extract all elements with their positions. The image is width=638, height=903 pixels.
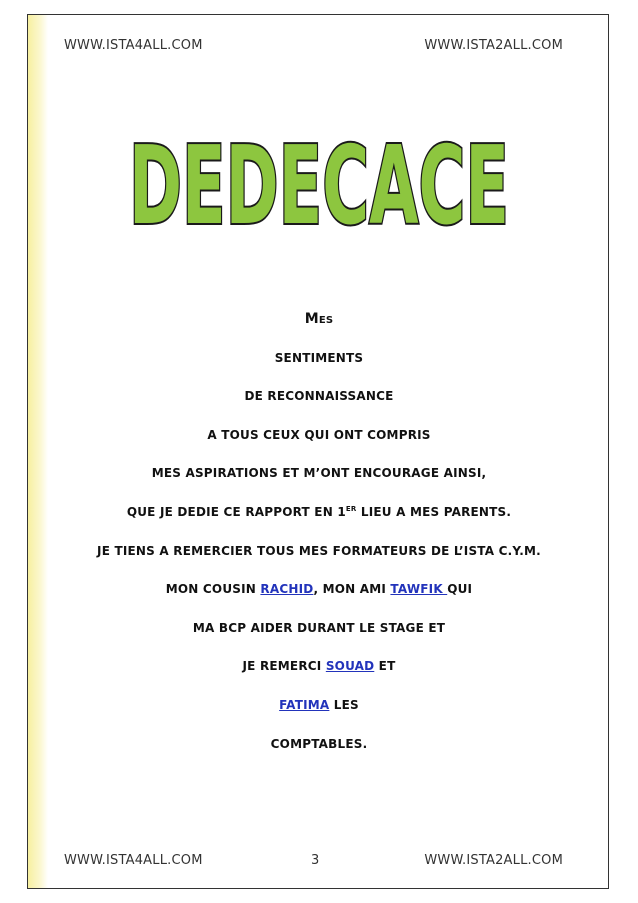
dedication-line-7: JE TIENS A REMERCIER TOUS MES FORMATEURS DE L’ISTA C.Y.M.: [97, 544, 541, 558]
link-souad[interactable]: SOUAD: [325, 659, 375, 673]
dedication-line-6: [28, 505, 610, 519]
header-left-url: WWW.ISTA4ALL.COM: [64, 38, 203, 53]
line6-before: QUE JE DEDIE CE RAPPORT EN 1: [126, 505, 346, 519]
footer-left-url: WWW.ISTA4ALL.COM: [64, 853, 203, 868]
dedication-line-10: [28, 659, 610, 673]
line6-after: LIEU A MES PARENTS.: [356, 505, 512, 519]
dedication-line-9: MA BCP AIDER DURANT LE STAGE ET: [192, 621, 446, 635]
line10-b: ET: [374, 659, 396, 673]
dedication-rest: ES: [318, 315, 334, 326]
link-tawfik[interactable]: TAWFIK: [390, 582, 448, 596]
line10-a: JE REMERCI: [242, 659, 326, 673]
link-rachid[interactable]: RACHID: [260, 582, 314, 596]
dedication-line-1: [28, 311, 610, 327]
page-number: 3: [311, 853, 320, 868]
line11-b: LES: [329, 698, 359, 712]
line8-b: , MON AMI: [313, 582, 391, 596]
line8-c: QUI: [447, 582, 473, 596]
footer-right-url: WWW.ISTA2ALL.COM: [424, 853, 563, 868]
dedication-line-5: MES ASPIRATIONS ET M’ONT ENCOURAGE AINSI,: [151, 466, 487, 480]
dedication-line-12: COMPTABLES.: [270, 737, 368, 751]
dedication-initial: M: [304, 311, 319, 327]
dedication-line-4: A TOUS CEUX QUI ONT COMPRIS: [207, 428, 431, 442]
document-page: [27, 14, 609, 889]
line6-sup: ER: [345, 505, 357, 513]
line8-a: MON COUSIN: [165, 582, 261, 596]
title-wordart: DEDECACE: [129, 124, 509, 249]
dedication-line-2: SENTIMENTS: [274, 351, 364, 365]
header-right-url: WWW.ISTA2ALL.COM: [424, 38, 563, 53]
link-fatima[interactable]: FATIMA: [279, 698, 330, 712]
page-title: [28, 111, 610, 251]
dedication-line-3: DE RECONNAISSANCE: [244, 389, 394, 403]
dedication-line-11: [28, 698, 610, 712]
dedication-line-8: [28, 582, 610, 596]
